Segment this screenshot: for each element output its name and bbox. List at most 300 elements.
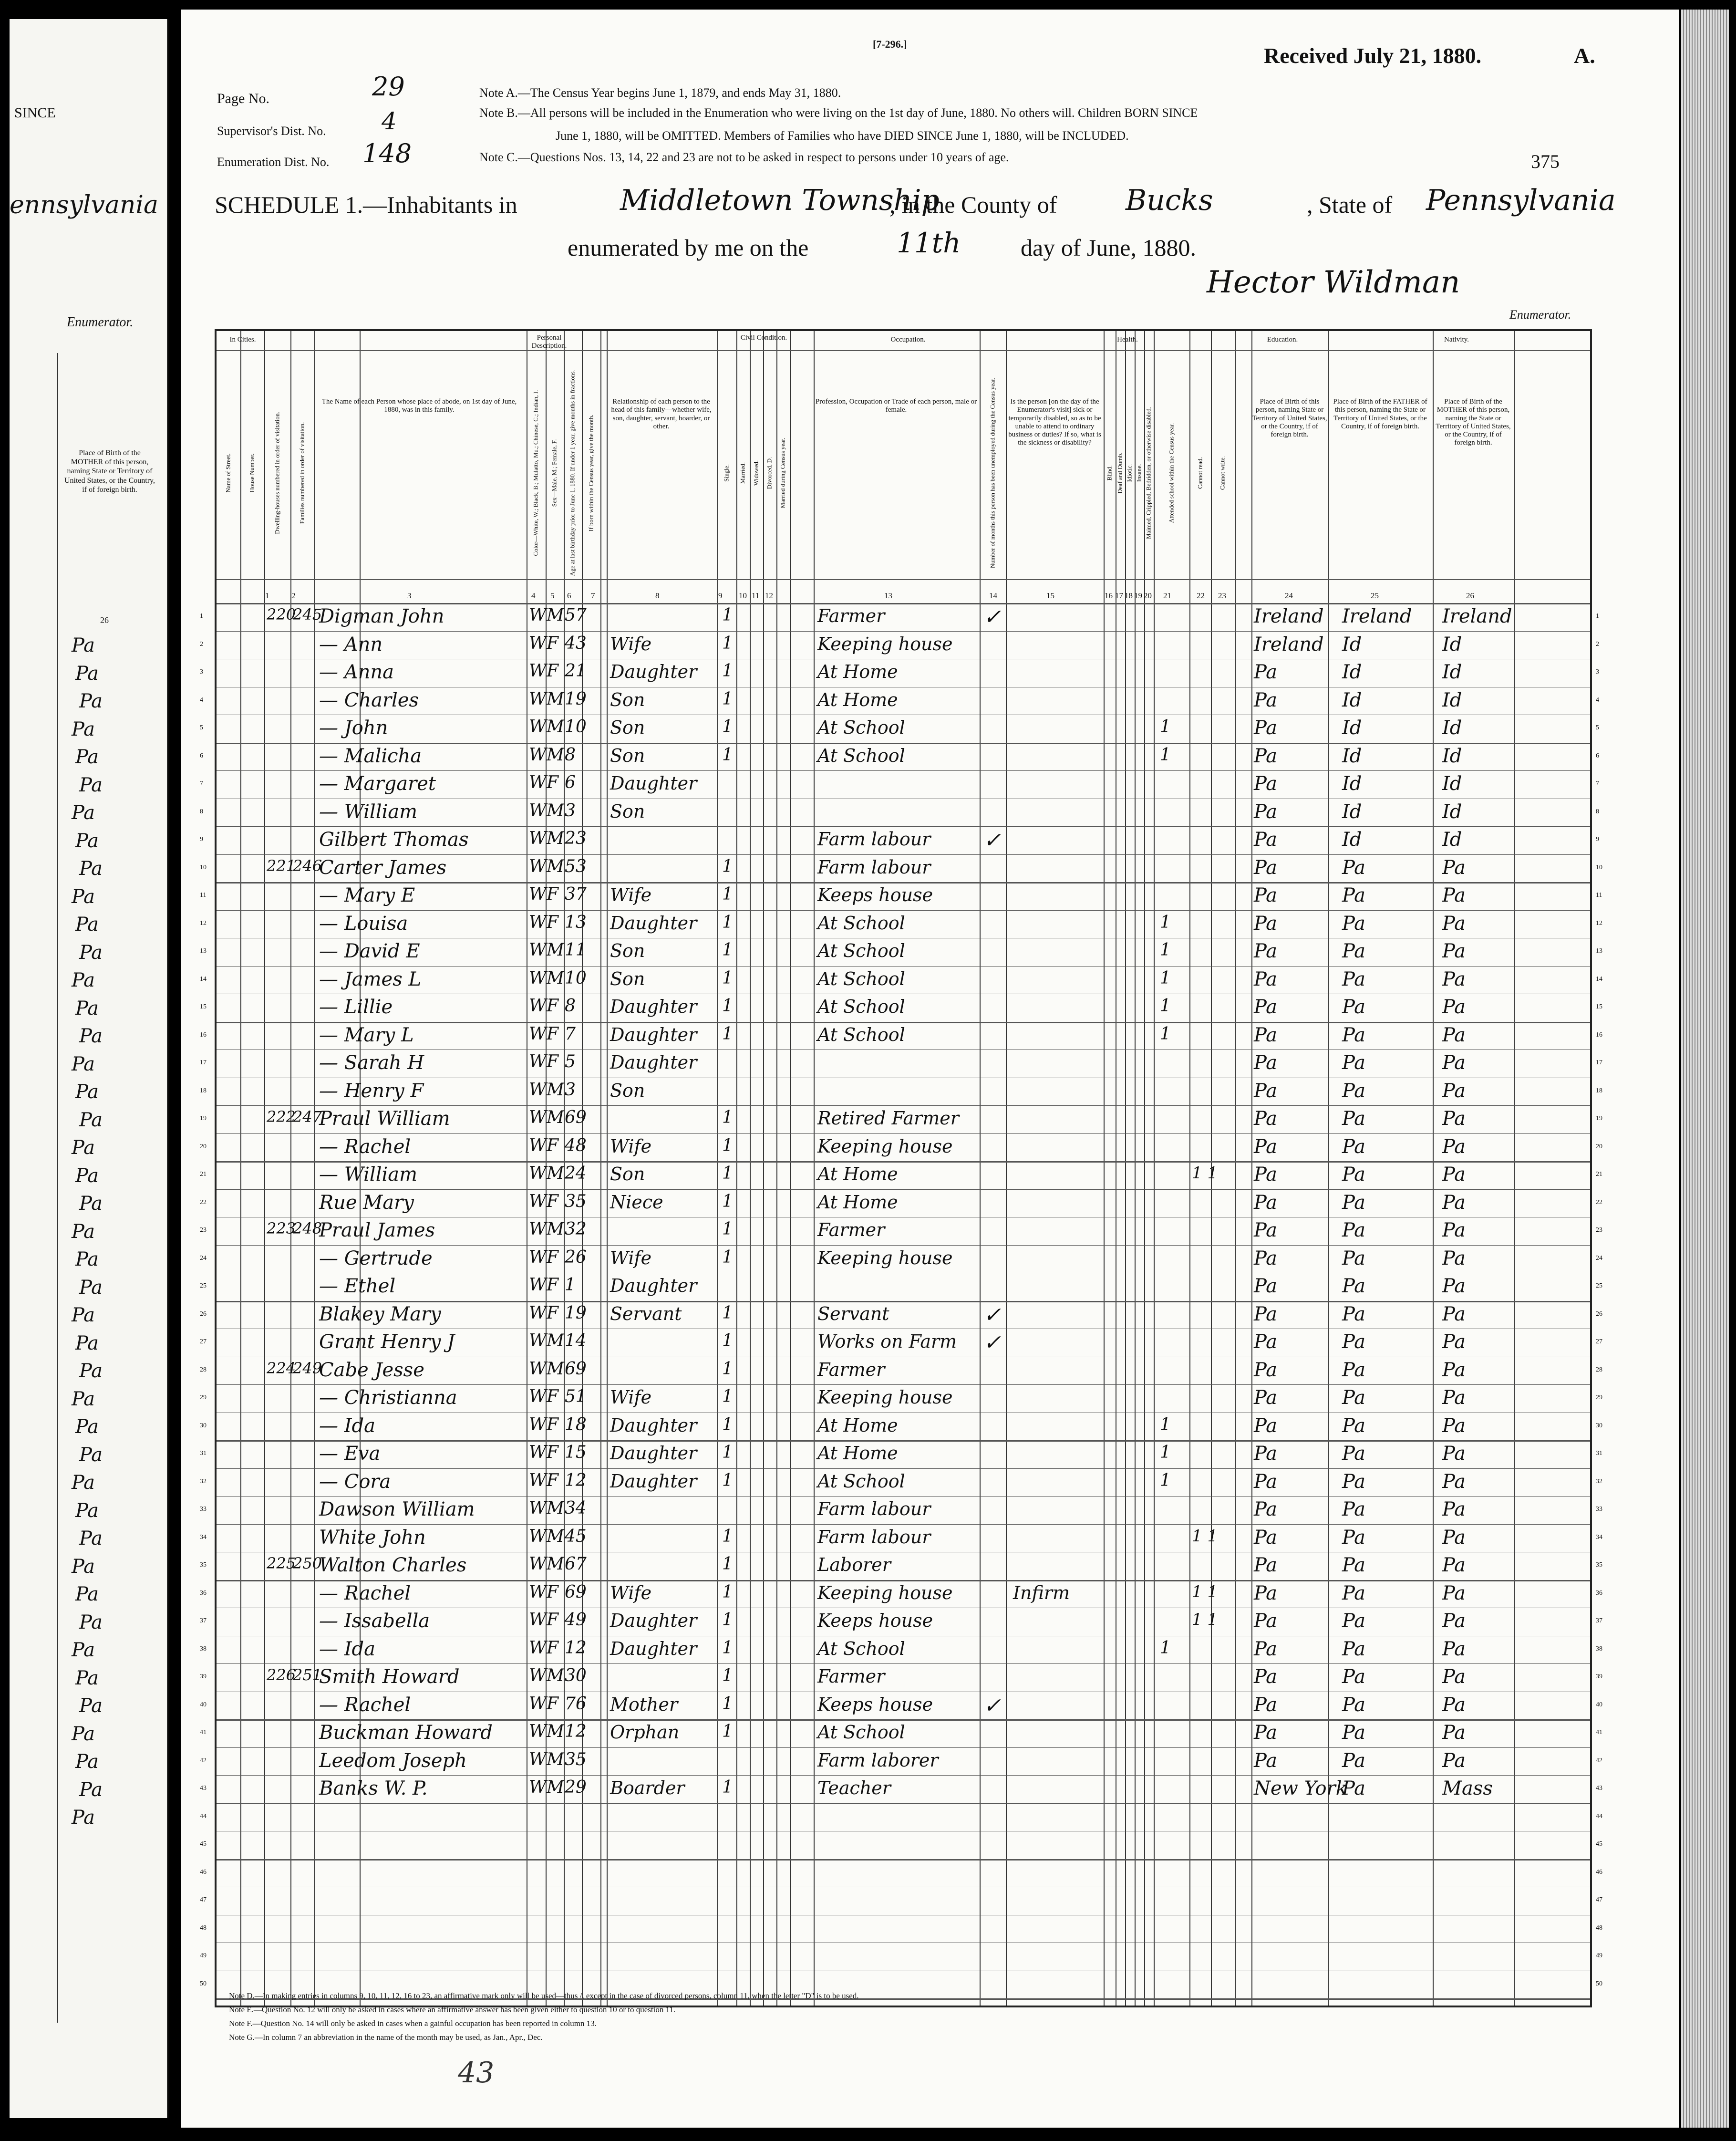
column-rule <box>600 331 601 2006</box>
cell-civ: 1 <box>722 745 733 765</box>
column-number: 25 <box>1371 591 1379 600</box>
cell-bp: Pa <box>1254 1191 1277 1214</box>
row-number-right: 43 <box>1596 1785 1602 1792</box>
adjacent-mother-birthplace: Pa <box>72 885 95 908</box>
row-number: 41 <box>200 1729 207 1736</box>
cell-sex: F <box>547 1638 558 1658</box>
row-number: 43 <box>200 1785 207 1792</box>
cell-name: Banks W. P. <box>319 1777 428 1799</box>
row-number: 27 <box>200 1338 207 1345</box>
cell-civ: 1 <box>722 968 733 988</box>
cell-rel: Orphan <box>610 1722 680 1743</box>
cell-color: W <box>529 1694 547 1714</box>
column-header-c9: If born within the Census year, give the month. <box>587 414 595 531</box>
cell-bp: Pa <box>1254 1359 1277 1381</box>
row-rule <box>217 1189 1590 1190</box>
cell-sex: M <box>547 1666 564 1685</box>
cell-mbp: Pa <box>1442 1610 1466 1632</box>
cell-name: — Christianna <box>319 1387 457 1409</box>
row-number-right: 17 <box>1596 1059 1602 1066</box>
cell-occ: Farmer <box>817 1359 885 1380</box>
cell-color: W <box>529 1275 547 1295</box>
column-number: 10 <box>739 591 747 600</box>
row-number: 6 <box>200 752 203 759</box>
adjacent-mother-birthplace: Pa <box>75 997 99 1019</box>
column-header-c18: Is the person [on the day of the Enumerator's visit] sick or temporarily disabled, so as to be unable to attend to ordinary business or duties? If so, what is the sickness or disability? <box>1008 398 1101 447</box>
cell-age: 69 <box>565 1108 587 1127</box>
cell-mbp: Pa <box>1442 1303 1466 1325</box>
cell-occ: Servant <box>817 1303 889 1324</box>
cell-occ: At School <box>817 1024 905 1045</box>
cell-occ: At Home <box>817 661 898 682</box>
row-number: 33 <box>200 1506 207 1513</box>
footnote-f: Note F.—Question No. 14 will only be asked in cases when a gainful occupation has been reported in column 13. <box>229 2018 597 2028</box>
cell-sex: F <box>547 633 558 653</box>
cell-sex: M <box>547 1164 564 1183</box>
note-b-line1: Note B.—All persons will be included in the Enumeration who were living on the 1st day of June, 1880. No others will. Children BORN SINCE <box>479 106 1198 120</box>
cell-rel: Son <box>610 1164 645 1185</box>
row-number-right: 12 <box>1596 919 1602 927</box>
row-number-right: 38 <box>1596 1645 1602 1653</box>
cell-mbp: Pa <box>1442 1749 1466 1772</box>
cell-age: 18 <box>565 1414 587 1434</box>
adjacent-mother-birthplace: Pa <box>72 1137 95 1159</box>
cell-name: — Eva <box>319 1443 381 1465</box>
row-number-right: 6 <box>1596 752 1599 759</box>
supervisor-number: 4 <box>382 107 397 135</box>
row-rule <box>217 1105 1590 1106</box>
cell-age: 14 <box>565 1331 587 1351</box>
cell-color: W <box>529 1387 547 1406</box>
state-name: Pennsylvania <box>1426 184 1616 217</box>
cell-fbp: Pa <box>1342 1666 1365 1688</box>
row-number-right: 3 <box>1596 668 1599 676</box>
row-number-right: 25 <box>1596 1282 1602 1289</box>
column-number: 21 <box>1163 591 1171 600</box>
cell-bp: Pa <box>1254 1135 1277 1158</box>
row-number: 2 <box>200 640 203 648</box>
adjacent-mother-birthplace: Pa <box>75 1751 99 1773</box>
cell-rel: Wife <box>610 1247 652 1268</box>
cell-fam: 250 <box>293 1554 322 1572</box>
row-rule <box>217 770 1590 771</box>
column-header-c22: Insane. <box>1135 464 1143 482</box>
row-number-right: 16 <box>1596 1031 1602 1039</box>
cell-fbp: Pa <box>1342 1359 1365 1381</box>
column-rule <box>776 331 777 2006</box>
column-rule <box>264 331 265 2006</box>
cell-bp: Pa <box>1254 717 1277 739</box>
cell-fbp: Pa <box>1342 1694 1365 1716</box>
cell-civ: 1 <box>722 940 733 960</box>
cell-age: 12 <box>565 1638 587 1658</box>
cell-mbp: Pa <box>1442 1387 1466 1409</box>
cell-sex: M <box>547 1554 564 1574</box>
row-number-right: 28 <box>1596 1366 1602 1373</box>
cell-age: 11 <box>565 940 587 960</box>
cell-age: 12 <box>565 1470 587 1490</box>
column-number: 4 <box>531 591 536 600</box>
cell-color: W <box>529 1108 547 1127</box>
cell-fbp: Id <box>1342 661 1362 683</box>
bottom-page-number: 43 <box>458 2056 495 2089</box>
cell-age: 35 <box>565 1749 587 1769</box>
column-header-c12: Married. <box>739 462 746 484</box>
cell-civ: 1 <box>722 1219 733 1239</box>
cell-color: W <box>529 1470 547 1490</box>
cell-age: 3 <box>565 1080 576 1100</box>
row-number: 15 <box>200 1003 207 1010</box>
cell-civ: 1 <box>722 884 733 904</box>
cell-civ: 1 <box>722 1470 733 1490</box>
cell-sex: M <box>547 1080 564 1100</box>
row-number: 44 <box>200 1812 207 1820</box>
cell-bp: Pa <box>1254 996 1277 1018</box>
cell-mbp: Ireland <box>1442 605 1512 627</box>
group-education: Education. <box>1267 336 1298 343</box>
cell-bp: Ireland <box>1254 605 1324 627</box>
cell-name: Grant Henry J <box>319 1331 455 1353</box>
cell-sex: M <box>547 1219 564 1239</box>
cell-rel: Servant <box>610 1303 682 1324</box>
cell-fam: 251 <box>293 1666 322 1684</box>
cell-rel: Son <box>610 800 645 822</box>
adjacent-mother-birthplace: Pa <box>75 1499 99 1522</box>
cell-fbp: Pa <box>1342 1024 1365 1046</box>
adjacent-since-text: SINCE <box>14 105 56 121</box>
cell-sex: F <box>547 912 558 932</box>
cell-dw: 226 <box>267 1666 296 1684</box>
cell-bp: Pa <box>1254 745 1277 767</box>
row-number: 49 <box>200 1952 207 1959</box>
adjacent-column-number: 26 <box>100 615 109 625</box>
adjacent-mother-birthplace: Pa <box>75 1332 99 1354</box>
cell-fbp: Pa <box>1342 1080 1365 1102</box>
cell-sch: 1 <box>1160 1443 1171 1462</box>
cell-name: — Charles <box>319 689 419 711</box>
adjacent-mother-birthplace: Pa <box>79 1360 103 1382</box>
row-rule <box>217 1440 1590 1442</box>
cell-name: — Ida <box>319 1414 375 1437</box>
enumerator-signature: Hector Wildman <box>1207 265 1460 300</box>
cell-occ: Keeping house <box>817 1135 953 1157</box>
cell-name: — Malicha <box>319 745 422 767</box>
cell-color: W <box>529 800 547 821</box>
cell-rel: Son <box>610 968 645 989</box>
cell-color: W <box>529 1164 547 1183</box>
cell-mbp: Pa <box>1442 1722 1466 1744</box>
cell-name: — Gertrude <box>319 1247 433 1269</box>
column-header-c7: Sex—Male, M.; Female, F. <box>550 439 558 507</box>
column-number: 23 <box>1218 591 1226 600</box>
cell-age: 12 <box>565 1722 587 1741</box>
cell-color: W <box>529 1303 547 1323</box>
cell-age: 15 <box>565 1443 587 1462</box>
cell-color: W <box>529 1722 547 1741</box>
column-header-c23: Maimed, Crippled, Bedridden, or otherwise disabled. <box>1145 407 1152 539</box>
column-header-c28: Place of Birth of the FATHER of this person, naming the State or Territory of United States, or the Country, if of foreign birth. <box>1333 398 1427 430</box>
cell-color: W <box>529 773 547 792</box>
note-a: Note A.—The Census Year begins June 1, 1879, and ends May 31, 1880. <box>479 86 841 100</box>
cell-rel: Son <box>610 940 645 961</box>
row-rule <box>217 1580 1590 1581</box>
adjacent-mother-birthplace: Pa <box>75 1583 99 1605</box>
cell-civ: 1 <box>722 633 733 653</box>
row-number: 9 <box>200 836 203 843</box>
cell-color: W <box>529 1777 547 1797</box>
cell-mbp: Pa <box>1442 1414 1466 1437</box>
column-rule <box>1433 331 1434 2006</box>
cell-bp: Pa <box>1254 940 1277 962</box>
cell-age: 30 <box>565 1666 587 1685</box>
page-label: Page No. <box>217 91 269 106</box>
cell-fbp: Pa <box>1342 1777 1365 1799</box>
cell-fbp: Pa <box>1342 1275 1365 1297</box>
row-number-right: 2 <box>1596 640 1599 648</box>
adjacent-mother-birthplace: Pa <box>79 1109 103 1131</box>
row-rule <box>217 631 1590 632</box>
cell-bp: Pa <box>1254 661 1277 683</box>
row-rule <box>217 826 1590 827</box>
row-rule <box>217 1524 1590 1525</box>
row-number-right: 45 <box>1596 1840 1602 1848</box>
adjacent-mother-birthplace: Pa <box>79 1276 103 1299</box>
adjacent-mother-birthplace: Pa <box>72 802 95 824</box>
row-number: 19 <box>200 1115 207 1122</box>
cell-occ: At School <box>817 968 905 989</box>
footnotes <box>229 1989 859 2045</box>
cell-occ: At School <box>817 940 905 961</box>
column-number: 7 <box>591 591 595 600</box>
cell-mbp: Pa <box>1442 1191 1466 1214</box>
cell-sex: M <box>547 1526 564 1546</box>
cell-fam: 246 <box>293 856 322 875</box>
cell-rel: Daughter <box>610 912 697 934</box>
cell-color: W <box>529 1331 547 1351</box>
cell-rel: Daughter <box>610 1275 697 1296</box>
cell-bp: New York <box>1254 1777 1347 1799</box>
row-number: 38 <box>200 1645 207 1653</box>
cell-name: — Mary E <box>319 884 415 906</box>
cell-mbp: Pa <box>1442 1331 1466 1353</box>
adjacent-mother-birthplace: Pa <box>75 1667 99 1689</box>
cell-color: W <box>529 1359 547 1379</box>
cell-fbp: Pa <box>1342 1443 1365 1465</box>
county-name: Bucks <box>1126 184 1213 217</box>
cell-name: Smith Howard <box>319 1666 460 1688</box>
row-number-right: 9 <box>1596 836 1599 843</box>
row-rule <box>217 743 1590 744</box>
cell-occ: At Home <box>817 689 898 710</box>
row-number: 30 <box>200 1422 207 1429</box>
cell-bp: Pa <box>1254 1108 1277 1130</box>
cell-color: W <box>529 940 547 960</box>
header-rule <box>217 579 1590 580</box>
cell-mbp: Pa <box>1442 1498 1466 1520</box>
cell-age: 3 <box>565 800 576 821</box>
cell-rel: Daughter <box>610 661 697 682</box>
cell-sex: F <box>547 1052 558 1071</box>
column-number: 12 <box>765 591 773 600</box>
cell-name: Buckman Howard <box>319 1722 493 1744</box>
cell-civ: 1 <box>722 1777 733 1797</box>
cell-color: W <box>529 884 547 904</box>
cell-color: W <box>529 1554 547 1574</box>
cell-fbp: Pa <box>1342 1331 1365 1353</box>
cell-civ: 1 <box>722 996 733 1016</box>
adjacent-mother-birthplace: Pa <box>75 662 99 685</box>
cell-sex: M <box>547 1359 564 1379</box>
column-rule <box>790 331 791 2006</box>
column-header-c19: Blind. <box>1106 465 1113 481</box>
cell-fbp: Pa <box>1342 1498 1365 1520</box>
column-number: 2 <box>291 591 296 600</box>
row-rule <box>217 910 1590 911</box>
column-rule <box>1328 331 1329 2006</box>
cell-bp: Pa <box>1254 1080 1277 1102</box>
cell-color: W <box>529 717 547 737</box>
cell-color: W <box>529 745 547 765</box>
cell-mbp: Pa <box>1442 1443 1466 1465</box>
row-number-right: 8 <box>1596 808 1599 815</box>
adjacent-mother-birthplace: Pa <box>72 1304 95 1326</box>
cell-fbp: Pa <box>1342 1638 1365 1660</box>
stamp-letter: A. <box>1574 43 1595 68</box>
column-rule <box>1104 331 1105 2006</box>
cell-bp: Pa <box>1254 968 1277 990</box>
row-number-right: 47 <box>1596 1896 1602 1903</box>
cell-civ: 1 <box>722 1108 733 1127</box>
cell-sex: M <box>547 800 564 821</box>
cell-fbp: Pa <box>1342 1303 1365 1325</box>
cell-fbp: Pa <box>1342 968 1365 990</box>
cell-color: W <box>529 1135 547 1155</box>
cell-name: — Issabella <box>319 1610 430 1632</box>
row-number-right: 5 <box>1596 724 1599 731</box>
row-number: 39 <box>200 1673 207 1680</box>
cell-occ: Keeps house <box>817 1610 933 1631</box>
column-header-c15: Married during Census year. <box>779 437 786 509</box>
enumerated-label: enumerated by me on the <box>568 234 809 261</box>
cell-mbp: Pa <box>1442 1582 1466 1604</box>
adjacent-mother-birthplace: Pa <box>72 1220 95 1243</box>
column-header-c5: The Name of each Person whose place of abode, on 1st day of June, 1880, was in this family. <box>321 398 517 414</box>
cell-unemp: ✓ <box>983 1330 1001 1355</box>
cell-age: 23 <box>565 829 587 848</box>
cell-rel: Daughter <box>610 1443 697 1464</box>
cell-sex: F <box>547 773 558 792</box>
column-number: 18 <box>1125 591 1133 600</box>
cell-unemp: ✓ <box>983 605 1001 629</box>
adjacent-enumerator-label: Enumerator. <box>67 315 134 330</box>
cell-name: — James L <box>319 968 422 990</box>
adjacent-mother-birthplace: Pa <box>79 1025 103 1047</box>
cell-occ: Works on Farm <box>817 1331 957 1352</box>
column-header-c10: Relationship of each person to the head of this family—whether wife, son, daughter, servant, boarder, or other. <box>611 398 712 430</box>
cell-occ: Laborer <box>817 1554 891 1575</box>
row-rule <box>217 1496 1590 1497</box>
cell-rel: Daughter <box>610 1638 697 1659</box>
cell-mbp: Id <box>1442 689 1462 711</box>
column-header-c6: Color—White, W.; Black, B.; Mulatto, Mu.; Chinese, C.; Indian, I. <box>532 390 539 556</box>
cell-age: 35 <box>565 1191 587 1211</box>
cell-civ: 1 <box>722 661 733 681</box>
adjacent-mother-birthplace: Pa <box>79 1778 103 1801</box>
column-number: 20 <box>1144 591 1152 600</box>
cell-occ: Teacher <box>817 1777 891 1798</box>
cell-civ: 1 <box>722 1414 733 1434</box>
row-number: 21 <box>200 1171 207 1178</box>
cell-age: 34 <box>565 1498 587 1518</box>
row-number-right: 10 <box>1596 863 1602 871</box>
enumerated-suffix: day of June, 1880. <box>1021 234 1196 261</box>
cell-name: — Ethel <box>319 1275 396 1297</box>
cell-age: 49 <box>565 1610 587 1630</box>
column-rule <box>736 331 737 2006</box>
row-number-right: 29 <box>1596 1394 1602 1401</box>
row-number-right: 24 <box>1596 1254 1602 1262</box>
row-number-right: 18 <box>1596 1087 1602 1094</box>
cell-fbp: Pa <box>1342 1219 1365 1241</box>
group-nativity: Nativity. <box>1444 336 1469 343</box>
column-header-c17: Number of months this person has been unemployed during the Census year. <box>989 377 996 569</box>
cell-fbp: Pa <box>1342 940 1365 962</box>
cell-name: — Louisa <box>319 912 408 935</box>
row-number: 8 <box>200 808 203 815</box>
cell-sex: M <box>547 1749 564 1769</box>
row-number: 5 <box>200 724 203 731</box>
cell-fbp: Pa <box>1342 1722 1365 1744</box>
row-number-right: 36 <box>1596 1589 1602 1597</box>
cell-sch: 1 <box>1160 968 1171 988</box>
cell-fbp: Pa <box>1342 1582 1365 1604</box>
cell-occ: At Home <box>817 1414 898 1436</box>
cell-color: W <box>529 1191 547 1211</box>
cell-civ: 1 <box>722 1666 733 1685</box>
adjacent-mother-birthplace: Pa <box>75 746 99 768</box>
cell-color: W <box>529 968 547 988</box>
cell-rel: Daughter <box>610 996 697 1017</box>
cell-sex: M <box>547 689 564 709</box>
cell-fbp: Pa <box>1342 1108 1365 1130</box>
cell-occ: At School <box>817 912 905 934</box>
row-number: 17 <box>200 1059 207 1066</box>
enumerator-label: Enumerator. <box>1509 308 1571 322</box>
cell-bp: Pa <box>1254 884 1277 906</box>
cell-sex: F <box>547 1470 558 1490</box>
schedule-title: SCHEDULE 1.—Inhabitants in <box>215 191 517 218</box>
row-number-right: 49 <box>1596 1952 1602 1959</box>
cell-occ: Farmer <box>817 1666 885 1687</box>
row-number-right: 37 <box>1596 1617 1602 1624</box>
cell-mbp: Pa <box>1442 884 1466 906</box>
row-number: 46 <box>200 1868 207 1876</box>
cell-occ: Keeping house <box>817 1247 953 1268</box>
row-number-right: 48 <box>1596 1924 1602 1932</box>
footnote-d: Note D.—In making entries in columns 9, 10, 11, 12, 16 to 23, an affirmative mark only will be used—thus /, except in the case of divorced persons, column 11, when the letter "D" is to be used. <box>229 1991 859 2000</box>
row-number-right: 39 <box>1596 1673 1602 1680</box>
column-number: 15 <box>1046 591 1054 600</box>
cell-fbp: Id <box>1342 773 1362 795</box>
cell-mbp: Pa <box>1442 1526 1466 1549</box>
cell-mbp: Pa <box>1442 1359 1466 1381</box>
column-number: 8 <box>655 591 660 600</box>
cell-bp: Pa <box>1254 1526 1277 1549</box>
row-number: 3 <box>200 668 203 676</box>
cell-mbp: Id <box>1442 800 1462 823</box>
column-rule <box>607 331 608 2006</box>
cell-name: White John <box>319 1526 426 1549</box>
